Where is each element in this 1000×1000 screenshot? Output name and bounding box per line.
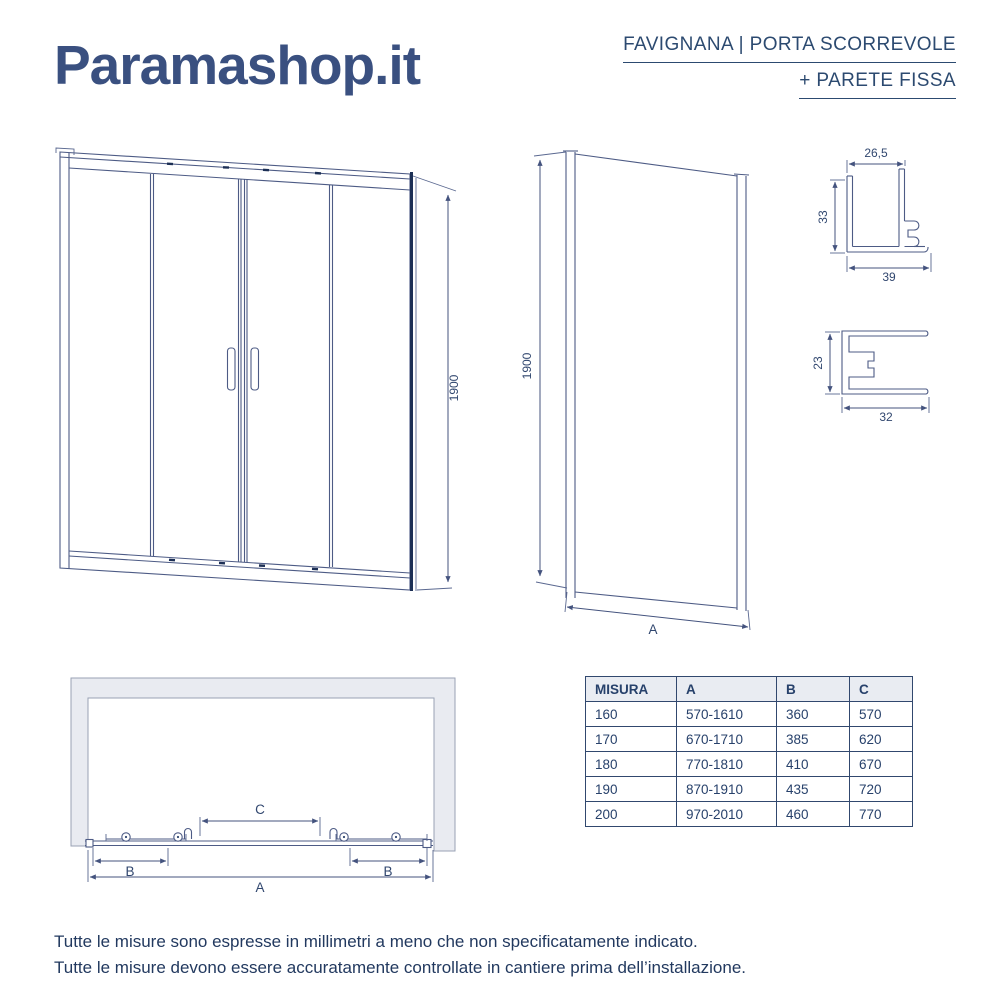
- profile-top-outer-width-label: 39: [882, 270, 896, 284]
- col-header-c: C: [850, 677, 913, 702]
- profile-section-top: [816, 146, 931, 284]
- note-line-1: Tutte le misure sono espresse in millimetri a meno che non specificatamente indicato.: [54, 932, 698, 951]
- cell: 670-1710: [677, 727, 777, 752]
- cell: 670: [850, 752, 913, 777]
- side-height-label: 1900: [520, 352, 534, 380]
- front-view: [56, 148, 461, 591]
- cell: 720: [850, 777, 913, 802]
- cell: 180: [586, 752, 677, 777]
- col-header-b: B: [777, 677, 850, 702]
- product-title-line1: FAVIGNANA | PORTA SCORREVOLE: [623, 34, 956, 63]
- size-table-header-row: [586, 677, 913, 702]
- front-height-label: 1900: [447, 374, 461, 402]
- brand-logo: Paramashop.it: [54, 34, 421, 96]
- wall-section: [71, 678, 455, 851]
- plan-center-dim-label: C: [255, 802, 265, 817]
- cell: 770: [850, 802, 913, 827]
- cell: 190: [586, 777, 677, 802]
- table-row: [586, 802, 913, 827]
- cell: 170: [586, 727, 677, 752]
- cell: 620: [850, 727, 913, 752]
- profile-section-bottom: [811, 331, 929, 424]
- note-line-2: Tutte le misure devono essere accuratamente controllate in cantiere prima dell’installazione.: [54, 957, 747, 977]
- plan-total-width-label: A: [255, 880, 265, 895]
- table-row: [586, 752, 913, 777]
- plan-right-dim-label: B: [383, 864, 393, 879]
- side-width-label: A: [648, 622, 658, 637]
- cell: 360: [777, 702, 850, 727]
- side-view: [520, 151, 750, 637]
- cell: 200: [586, 802, 677, 827]
- front-handle-left: [228, 348, 236, 390]
- profile-bottom-height-label: 23: [811, 356, 825, 370]
- product-title-line2: + PARETE FISSA: [799, 70, 956, 99]
- plan-left-dim-label: B: [125, 864, 135, 879]
- table-row: [586, 702, 913, 727]
- cell: 410: [777, 752, 850, 777]
- footer-notes: [54, 929, 746, 980]
- cell: 570: [850, 702, 913, 727]
- profile-top-height-label: 33: [816, 210, 830, 224]
- cell: 385: [777, 727, 850, 752]
- col-header-misura: MISURA: [586, 677, 677, 702]
- profile-bottom-width-label: 32: [879, 410, 893, 424]
- cell: 460: [777, 802, 850, 827]
- cell: 970-2010: [677, 802, 777, 827]
- profile-top-inner-width-label: 26,5: [864, 146, 888, 160]
- table-row: [586, 727, 913, 752]
- cell: 160: [586, 702, 677, 727]
- cell: 570-1610: [677, 702, 777, 727]
- cell: 870-1910: [677, 777, 777, 802]
- plan-view: [71, 678, 455, 895]
- table-row: [586, 777, 913, 802]
- size-table: [585, 676, 913, 827]
- front-handle-right: [251, 348, 259, 390]
- cell: 435: [777, 777, 850, 802]
- cell: 770-1810: [677, 752, 777, 777]
- col-header-a: A: [677, 677, 777, 702]
